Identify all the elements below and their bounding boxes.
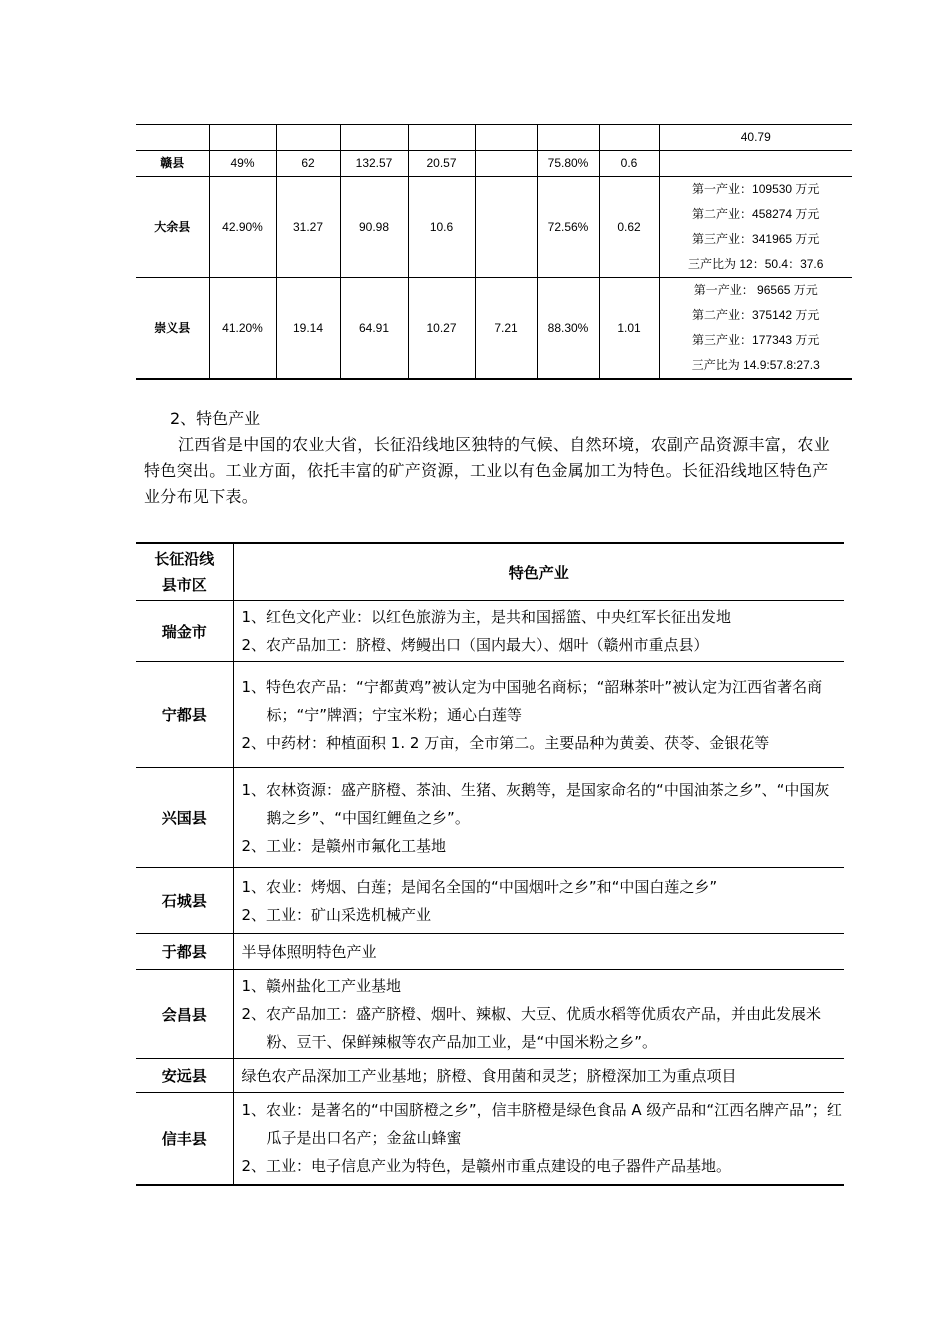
industry-item: 2、工业：电子信息产业为特色，是赣州市重点建设的电子器件产品基地。 xyxy=(241,1157,732,1176)
industry-cell xyxy=(233,601,844,662)
county-name: 大余县 xyxy=(136,177,209,278)
table-cell: 10.27 xyxy=(408,278,475,380)
table-header-row xyxy=(136,543,844,601)
table-row xyxy=(136,1059,844,1093)
note-line: 第三产业：341965 万元 xyxy=(692,232,820,246)
header-county: 长征沿线 县市区 xyxy=(136,543,233,601)
county-name: 兴国县 xyxy=(136,768,233,868)
industry-cell xyxy=(233,970,844,1059)
table-cell xyxy=(475,177,537,278)
industry-cell xyxy=(233,1059,844,1093)
section-paragraph: 江西省是中国的农业大省，长征沿线地区独特的气候、自然环境，农副产品资源丰富，农业特色突出。工业方面，依托丰富的矿产资源，工业以有色金属加工为特色。长征沿线地区特色产业分布见下表。 xyxy=(144,435,831,506)
table-cell: 41.20% xyxy=(209,278,276,380)
industry-note-cell xyxy=(659,177,852,278)
table-row xyxy=(136,151,852,177)
table-cell: 0.6 xyxy=(599,151,659,177)
industry-item: 2、工业：是赣州市氟化工基地 xyxy=(241,836,447,855)
table-cell: 64.91 xyxy=(340,278,408,380)
table-cell: 132.57 xyxy=(340,151,408,177)
table-cell: 10.6 xyxy=(408,177,475,278)
table-cell: 1.01 xyxy=(599,278,659,380)
characteristic-industry-table xyxy=(136,542,844,1186)
county-name: 宁都县 xyxy=(136,662,233,768)
industry-item: 1、农林资源：盛产脐橙、茶油、生猪、灰鹅等，是国家命名的“中国油茶之乡”、“中国灰鹅之乡”、“中国红鲤鱼之乡”。 xyxy=(241,780,830,827)
industry-item: 半导体照明特色产业 xyxy=(241,942,377,961)
county-name: 瑞金市 xyxy=(136,601,233,662)
note-line: 第三产业：177343 万元 xyxy=(692,333,820,347)
industry-cell xyxy=(233,768,844,868)
table-cell: 19.14 xyxy=(276,278,340,380)
note-line: 第一产业： 96565 万元 xyxy=(693,283,818,297)
table-row xyxy=(136,1093,844,1185)
industry-item: 2、农产品加工：脐橙、烤鳗出口（国内最大）、烟叶（赣州市重点县） xyxy=(241,636,709,654)
note-line: 第二产业：458274 万元 xyxy=(692,207,820,221)
table-row xyxy=(136,868,844,934)
industry-item: 1、红色文化产业：以红色旅游为主，是共和国摇篮、中央红军长征出发地 xyxy=(241,608,732,626)
note-line: 第一产业：109530 万元 xyxy=(692,182,820,196)
table-row xyxy=(136,934,844,970)
industry-cell xyxy=(233,1093,844,1185)
economic-indicators-table xyxy=(136,124,852,380)
industry-cell xyxy=(233,662,844,768)
table-cell: 90.98 xyxy=(340,177,408,278)
industry-item: 绿色农产品深加工产业基地；脐橙、食用菌和灵芝；脐橙深加工为重点项目 xyxy=(241,1066,737,1085)
table-cell: 88.30% xyxy=(537,278,599,380)
industry-item: 1、特色农产品：“宁都黄鸡”被认定为中国驰名商标；“韶琳茶叶”被认定为江西省著名商标；“宁”牌酒；宁宝米粉；通心白莲等 xyxy=(241,677,823,724)
industry-item: 1、农业：烤烟、白莲；是闻名全国的“中国烟叶之乡”和“中国白莲之乡” xyxy=(241,877,718,896)
note-line: 三产比为 12：50.4：37.6 xyxy=(688,257,824,271)
table-cell xyxy=(475,151,537,177)
industry-item: 1、赣州盐化工产业基地 xyxy=(241,977,402,995)
industry-note-cell xyxy=(659,278,852,380)
table-row xyxy=(136,177,852,278)
table-cell: 7.21 xyxy=(475,278,537,380)
table-cell: 31.27 xyxy=(276,177,340,278)
industry-item: 2、农产品加工：盛产脐橙、烟叶、辣椒、大豆、优质水稻等优质农产品，并由此发展米粉、豆干、保鲜辣椒等农产品加工业，是“中国米粉之乡”。 xyxy=(241,1005,822,1051)
table-cell: 20.57 xyxy=(408,151,475,177)
table-row xyxy=(136,768,844,868)
table-cell: 72.56% xyxy=(537,177,599,278)
section-heading: 2、特色产业 xyxy=(170,409,261,428)
note-line: 三产比为 14.9:57.8:27.3 xyxy=(691,358,820,372)
table-cell: 49% xyxy=(209,151,276,177)
table-row xyxy=(136,601,844,662)
industry-item: 2、工业：矿山采选机械产业 xyxy=(241,905,432,924)
industry-cell xyxy=(233,868,844,934)
table-row xyxy=(136,662,844,768)
table-row xyxy=(136,970,844,1059)
county-name: 信丰县 xyxy=(136,1093,233,1185)
header-industry: 特色产业 xyxy=(233,543,844,601)
industry-item: 2、中药材：种植面积 1. 2 万亩，全市第二。主要品种为黄姜、茯苓、金银花等 xyxy=(241,733,770,752)
county-name: 于都县 xyxy=(136,934,233,970)
table-cell: 62 xyxy=(276,151,340,177)
table-cell: 40.79 xyxy=(659,125,852,151)
table-cell xyxy=(659,151,852,177)
table-cell: 0.62 xyxy=(599,177,659,278)
industry-item: 1、农业：是著名的“中国脐橙之乡”，信丰脐橙是绿色食品 A 级产品和“江西名牌产品”；红瓜子是出口名产；金盆山蜂蜜 xyxy=(241,1101,842,1148)
industry-cell xyxy=(233,934,844,970)
table-row xyxy=(136,125,852,151)
county-name: 崇义县 xyxy=(136,278,209,380)
county-name: 会昌县 xyxy=(136,970,233,1059)
table-cell: 75.80% xyxy=(537,151,599,177)
county-name: 安远县 xyxy=(136,1059,233,1093)
note-line: 第二产业：375142 万元 xyxy=(692,308,820,322)
table-row xyxy=(136,278,852,380)
county-name: 石城县 xyxy=(136,868,233,934)
table-cell: 42.90% xyxy=(209,177,276,278)
county-name: 赣县 xyxy=(136,151,209,177)
